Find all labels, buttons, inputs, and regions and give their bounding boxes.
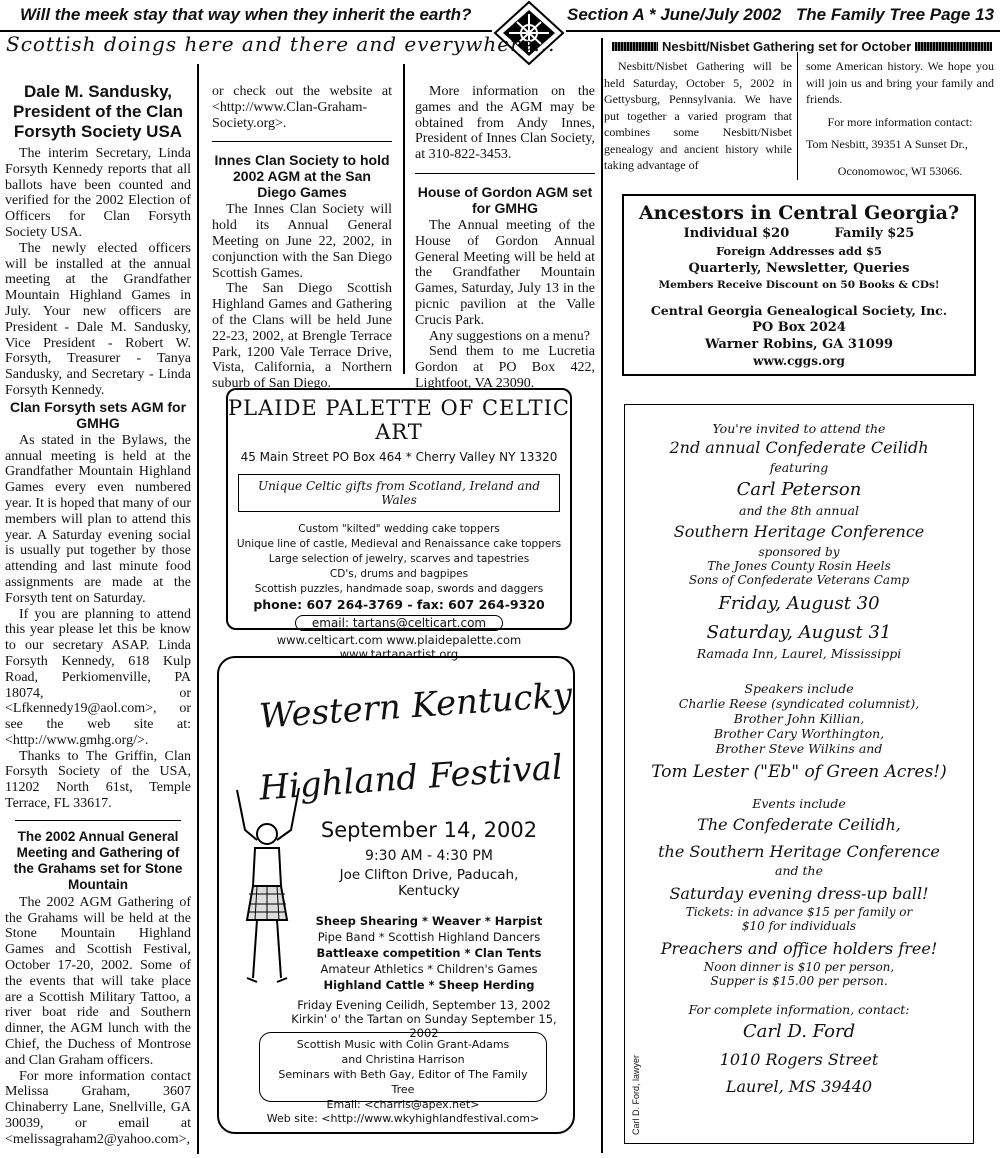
ad-address: 45 Main Street PO Box 464 * Cherry Valley NY 13320 <box>240 450 558 464</box>
ad-email[interactable]: email: tartans@celticart.com <box>295 615 503 631</box>
festival-event: Battleaxe competition * Clan Tents <box>316 946 542 960</box>
column-1 <box>5 82 191 1148</box>
ceilidh-line: You're invited to attend the <box>712 421 886 436</box>
article-headline: Dale M. Sandusky, President of the Clan Forsyth Society USA <box>12 82 184 141</box>
plaide-palette-ad <box>226 388 572 661</box>
ad-item: Large selection of jewelry, scarves and tapestries <box>268 553 530 565</box>
ad-title: Western Kentucky <box>257 675 574 737</box>
ad-foreign: Foreign Addresses add $5 <box>715 244 883 258</box>
festival-event: Sheep Shearing * Weaver * Harpist <box>315 914 543 928</box>
ad-item: Scottish puzzles, handmade soap, swords and daggers <box>254 583 544 595</box>
ceilidh-line: and the 8th annual <box>739 503 859 518</box>
subheader: Scottish doings here and there and everywhere... <box>6 32 556 56</box>
ad-city: Warner Robins, GA 31099 <box>704 337 894 352</box>
paragraph: If you are planning to attend this year please let this be know to our secretary ASAP. Linda Forsyth Kennedy, 618 Kulp Road, Perkiomenville, PA 18074, or <Lfkennedy19@aol.com>, or see the web site at:<http://www.gmhg.org/>. <box>5 606 191 748</box>
ceilidh-line: Preachers and office holders free! <box>660 939 938 958</box>
ad-org: Central Georgia Genealogical Society, Inc. <box>650 303 948 318</box>
nesbitt-headline-bar <box>612 38 992 54</box>
ancestors-ad <box>622 194 976 376</box>
paragraph: The Innes Clan Society will hold its Annual General Meeting on June 22, 2002, in conjunction with the San Diego Scottish Games. <box>212 202 392 281</box>
header-rule-right <box>566 30 1000 32</box>
ad-item: Custom "kilted" wedding cake toppers <box>298 523 500 535</box>
highland-dancer-icon <box>223 782 309 1006</box>
ad-phone: phone: 607 264-3769 - fax: 607 264-9320 <box>253 597 545 612</box>
ad-item: Unique line of castle, Medieval and Renaissance cake toppers <box>236 538 562 550</box>
ad-price: Individual $20 Family $25 <box>683 226 915 241</box>
decorative-bar <box>915 42 992 51</box>
paragraph: For more information contact Melissa Graham, 3607 Chinaberry Lane, Snellville, GA 30039, or email at <melissagraham2@yahoo.com>, <box>5 1068 191 1147</box>
paragraph: The 2002 AGM Gathering of the Grahams will be held at the Stone Mountain Highland Games and Scottish Festival, October 17-20, 2002. Some of the events that will take place are a Scottish Military Tattoo, a river boat ride and Southern dinner, the AGM lunch with the Chief, the Duchess of Montrose and Clan Graham officers. <box>5 894 191 1068</box>
paragraph: As stated in the Bylaws, the annual meeting is held at the Grandfather Mountain Highland Games every even numbered year. It is hoped that many of our members will plan to attend this year. A Saturday evening social is usually put together by those attending and last minute food assignments are made at the Forsyth tent on Saturday. <box>5 432 191 606</box>
music-line: Scottish Music with Colin Grant-Adams <box>296 1038 510 1051</box>
ceilidh-line: Speakers include <box>744 681 854 696</box>
paragraph: Send them to me Lucretia Gordon at PO Box 422, Lightfoot, VA 23090. <box>415 344 595 391</box>
western-kentucky-ad <box>217 656 575 1134</box>
music-line: and Christina Harrison <box>341 1053 465 1066</box>
paper-page: The Family Tree Page 13 <box>795 5 995 24</box>
ceilidh-line: The Confederate Ceilidh, <box>697 815 901 834</box>
column-rule <box>797 52 798 180</box>
article-subheadline: Clan Forsyth sets AGM for GMHG <box>9 398 187 431</box>
ceilidh-line: Charlie Reese (syndicated columnist), <box>678 696 920 711</box>
ceilidh-ad <box>624 404 974 1144</box>
ceilidh-line: Ramada Inn, Laurel, Mississippi <box>696 646 902 661</box>
paragraph: More information on the games and the AGM may be obtained from Andy Innes, President of Innes Clan Society, at 310-822-3453. <box>415 84 595 163</box>
column-2 <box>212 84 392 392</box>
ceilidh-line: 2nd annual Confederate Ceilidh <box>669 438 929 457</box>
festival-kirkin: Kirkin' o' the Tartan on Sunday September 15, 2002 <box>291 1012 557 1040</box>
article-headline: Nesbitt/Nisbet Gathering set for October <box>662 38 912 54</box>
ad-title: PLAIDE PALETTE OF CELTIC ART <box>228 396 570 444</box>
ad-discount: Members Receive Discount on 50 Books & CDs! <box>658 279 940 291</box>
festival-event: Highland Cattle * Sheep Herding <box>323 978 535 992</box>
festival-web[interactable]: Web site: <http://www.wkyhighlandfestival.com> <box>266 1112 540 1125</box>
section-date: Section A * June/July 2002 <box>567 5 782 24</box>
ceilidh-line: $10 for individuals <box>741 919 857 933</box>
festival-event: Pipe Band * Scottish Highland Dancers <box>317 930 541 944</box>
paragraph: The Annual meeting of the House of Gordon Annual General Meeting will be held at the Grandfather Mountain Games, Saturday, July 13 in the picnic pavilion at the Valle Crucis Park. <box>415 217 595 328</box>
festival-date: September 14, 2002 <box>320 818 538 842</box>
paragraph: The newly elected officers will be installed at the annual meeting at the Grandfather Mountain Highland Games in July. Your new officers are President - Dale M. Sandusky, Vice President - Robert W. Forsyth, Treasurer - Tanya Sandusky, and Secretary - Linda Forsyth Kennedy. <box>5 240 191 398</box>
paragraph: some American history. We hope you will join us and bring your family and friends. <box>806 59 994 106</box>
ceilidh-line: Carl D. Ford <box>742 1021 856 1042</box>
ceilidh-line: Tom Lester ("Eb" of Green Acres!) <box>651 762 947 782</box>
decorative-bar <box>612 42 658 51</box>
ad-web[interactable]: www.cggs.org <box>753 354 845 368</box>
festival-event: Amateur Athletics * Children's Games <box>320 962 538 976</box>
ceilidh-line: Southern Heritage Conference <box>673 522 925 541</box>
ad-web[interactable]: www.celticart.com www.plaidepalette.com www.tartanartist.org <box>276 633 522 661</box>
ceilidh-line: Events include <box>752 796 846 811</box>
paragraph: Any suggestions on a menu? <box>429 328 590 344</box>
music-box <box>259 1032 547 1102</box>
festival-email[interactable]: Email: <charris@apex.net> <box>326 1098 480 1111</box>
ceilidh-line: Saturday, August 31 <box>706 622 892 643</box>
ceilidh-line: sponsored by <box>758 545 840 559</box>
article-headline: The 2002 Annual General Meeting and Gathering of the Grahams set for Stone Mountain <box>13 828 183 892</box>
paragraph: or check out the website at <http://www.Clan-Graham-Society.org>. <box>212 84 392 131</box>
ad-quarterly: Quarterly, Newsletter, Queries <box>688 261 910 276</box>
festival-time: 9:30 AM - 4:30 PM <box>365 848 493 864</box>
nesbitt-left <box>604 58 792 174</box>
contact-line: Oconomowoc, WI 53066. <box>837 163 963 178</box>
ad-item: CD's, drums and bagpipes <box>329 568 469 580</box>
sidenote: Carl D. Ford, lawyer <box>631 1055 641 1136</box>
ceilidh-line: Brother John Killian, <box>733 711 865 726</box>
article-headline: Innes Clan Society to hold 2002 AGM at the San Diego Games <box>214 152 390 201</box>
paragraph: The interim Secretary, Linda Forsyth Kennedy reports that all ballots have been counted and verified for the 2002 Election of Officers for Clan Forsyth Society USA. <box>5 146 191 240</box>
festival-place: Joe Clifton Drive, Paducah, Kentucky <box>339 867 519 899</box>
ceilidh-line: The Jones County Rosin Heels <box>707 559 891 573</box>
divider <box>212 141 392 142</box>
ceilidh-line: For complete information, contact: <box>688 1002 910 1017</box>
article-headline: House of Gordon AGM set for GMHG <box>417 183 593 216</box>
ad-title: Ancestors in Central Georgia? <box>638 202 960 224</box>
header-quote: Will the meek stay that way when they inherit the earth? <box>20 5 472 24</box>
music-line: Seminars with Beth Gay, Editor of The Family Tree <box>278 1068 528 1096</box>
contact-line: Tom Nesbitt, 39351 A Sunset Dr., <box>806 137 968 151</box>
ceilidh-line: Brother Cary Worthington, <box>713 726 885 741</box>
ceilidh-line: Supper is $15.00 per person. <box>710 974 888 988</box>
ceilidh-line: featuring <box>769 460 829 475</box>
ceilidh-line: Noon dinner is $10 per person, <box>703 960 895 974</box>
paragraph: Nesbitt/Nisbet Gathering will be held Saturday, October 5, 2002 in Gettysburg, Pennsylvania. We have put together a varied program that combines some Nesbitt/Nisbet genealogy and ancient history while taking advantage of <box>604 59 792 172</box>
ceilidh-line: Saturday evening dress-up ball! <box>669 884 929 903</box>
ceilidh-line: Laurel, MS 39440 <box>725 1077 873 1096</box>
nesbitt-right <box>806 58 994 179</box>
ceilidh-line: 1010 Rogers Street <box>719 1050 879 1069</box>
paragraph: Thanks to The Griffin, Clan Forsyth Society of the USA, 11202 North 61st, Temple Terrace, FL 33617. <box>5 748 191 812</box>
column-rule <box>403 64 405 374</box>
divider <box>415 173 595 174</box>
paragraph: The San Diego Scottish Highland Games and Gathering of the Clans will be held June 22-23, 2002, at Brengle Terrace Park, 1200 Vale Terrace Drive, Vista, California, a Northern suburb of San Diego. <box>212 281 392 392</box>
column-rule <box>601 38 603 1153</box>
column-rule <box>197 64 199 1154</box>
header-section <box>567 5 994 25</box>
ceilidh-line: Carl Peterson <box>736 479 862 500</box>
ceilidh-line: Friday, August 30 <box>718 593 880 614</box>
ceilidh-line: and the <box>775 863 823 878</box>
contact-label: For more information contact: <box>827 114 973 129</box>
ceilidh-line: Sons of Confederate Veterans Camp <box>688 573 910 587</box>
ceilidh-line: Tickets: in advance $15 per family or <box>685 905 913 919</box>
ad-box: PO Box 2024 <box>752 320 846 335</box>
ceilidh-line: the Southern Heritage Conference <box>658 842 940 861</box>
column-3 <box>415 84 595 392</box>
ad-title: Highland Festival <box>257 747 565 809</box>
ad-tagline: Unique Celtic gifts from Scotland, Ireland and Wales <box>238 474 560 512</box>
festival-friday: Friday Evening Ceilidh, September 13, 2002 <box>297 998 551 1012</box>
ceilidh-line: Brother Steve Wilkins and <box>715 741 883 756</box>
divider <box>15 820 181 821</box>
